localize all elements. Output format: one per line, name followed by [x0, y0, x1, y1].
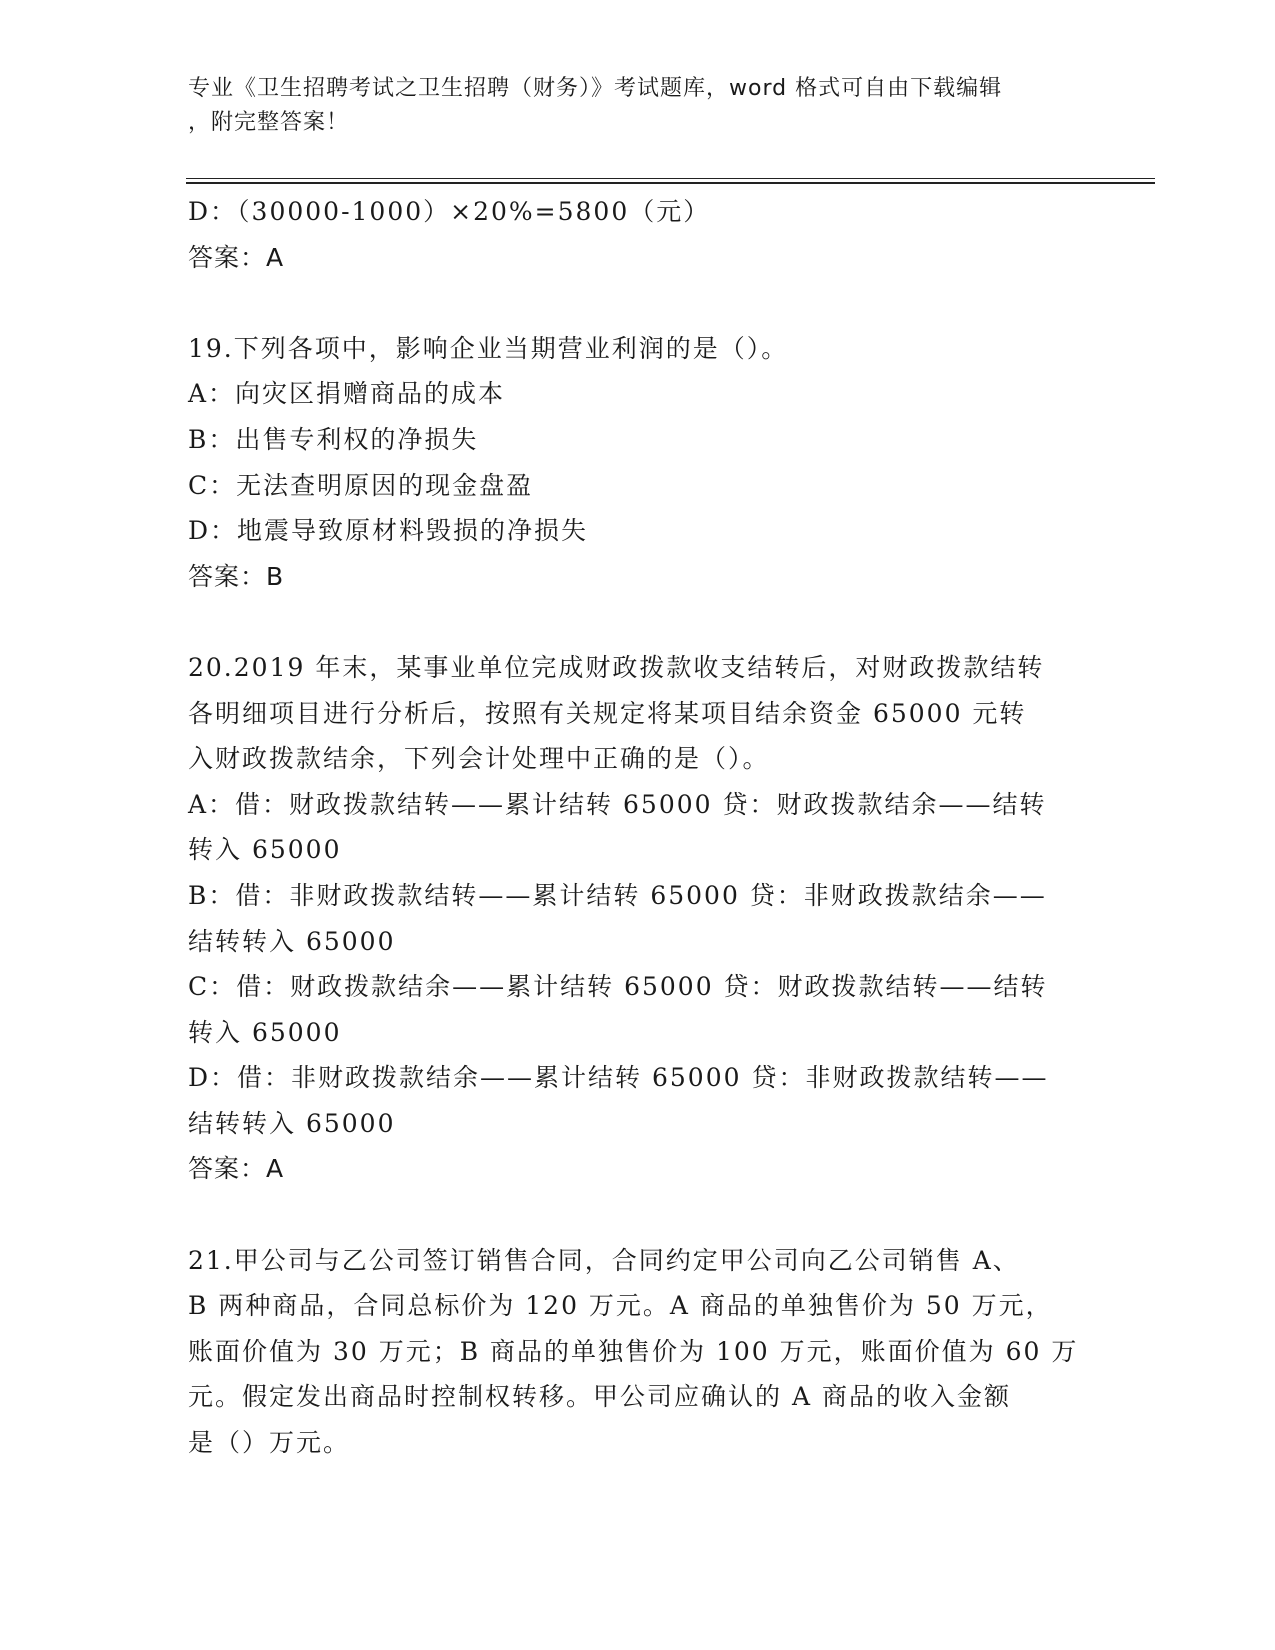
spacer: [188, 1192, 1088, 1238]
q19-question: 19.下列各项中，影响企业当期营业利润的是（）。: [188, 333, 789, 363]
q20-option-d-line-2: 结转转入 65000: [188, 1108, 396, 1138]
q20-option-c-line-2: 转入 65000: [188, 1017, 342, 1047]
q21-question-line-5: 是（）万元。: [188, 1428, 351, 1458]
q19-option-b: B：出售专利权的净损失: [188, 424, 479, 454]
q21-question-line-1: 21.甲公司与乙公司签订销售合同，合同约定甲公司向乙公司销售 A、: [188, 1245, 1020, 1275]
q20-answer: 答案：A: [188, 1154, 285, 1184]
spacer: [188, 599, 1088, 645]
prev-answer: 答案：A: [188, 242, 285, 272]
q20-option-d-line-1: D：借：非财政拨款结余——累计结转 65000 贷：非财政拨款结转——: [188, 1063, 1049, 1093]
prev-option-d: D：（30000-1000）×20%=5800（元）: [188, 197, 711, 226]
q19-answer: 答案：B: [188, 561, 285, 591]
q20-option-b-line-1: B：借：非财政拨款结转——累计结转 65000 贷：非财政拨款结余——: [188, 880, 1047, 910]
header-divider-thick: [186, 182, 1155, 184]
q20-question-line-2: 各明细项目进行分析后，按照有关规定将某项目结余资金 65000 元转: [188, 698, 1027, 728]
document-header: [188, 72, 1088, 140]
q21-question-line-3: 账面价值为 30 万元；B 商品的单独售价为 100 万元，账面价值为 60 万: [188, 1336, 1079, 1366]
q21-question-line-2: B 两种商品，合同总标价为 120 万元。A 商品的单独售价为 50 万元，: [188, 1291, 1053, 1321]
q20-option-a-line-2: 转入 65000: [188, 835, 342, 865]
header-line-2: ，附完整答案！: [188, 110, 350, 135]
q19-option-c: C：无法查明原因的现金盘盈: [188, 470, 534, 500]
header-divider-thin: [186, 178, 1155, 179]
q20-option-c-line-1: C：借：财政拨款结余——累计结转 65000 贷：财政拨款结转——结转: [188, 972, 1048, 1002]
document-body: [188, 189, 1088, 1466]
q21-question-line-4: 元。假定发出商品时控制权转移。甲公司应确认的 A 商品的收入金额: [188, 1382, 1011, 1412]
header-line-1: 专业《卫生招聘考试之卫生招聘（财务）》考试题库，word 格式可自由下载编辑: [188, 76, 1003, 101]
q20-question-line-1: 20.2019 年末，某事业单位完成财政拨款收支结转后，对财政拨款结转: [188, 652, 1045, 682]
q19-option-d: D：地震导致原材料毁损的净损失: [188, 516, 589, 546]
q20-option-b-line-2: 结转转入 65000: [188, 926, 396, 956]
q20-question-line-3: 入财政拨款结余，下列会计处理中正确的是（）。: [188, 744, 770, 774]
q20-option-a-line-1: A：借：财政拨款结转——累计结转 65000 贷：财政拨款结余——结转: [188, 789, 1047, 819]
q19-option-a: A：向灾区捐赠商品的成本: [188, 379, 506, 409]
spacer: [188, 280, 1088, 326]
